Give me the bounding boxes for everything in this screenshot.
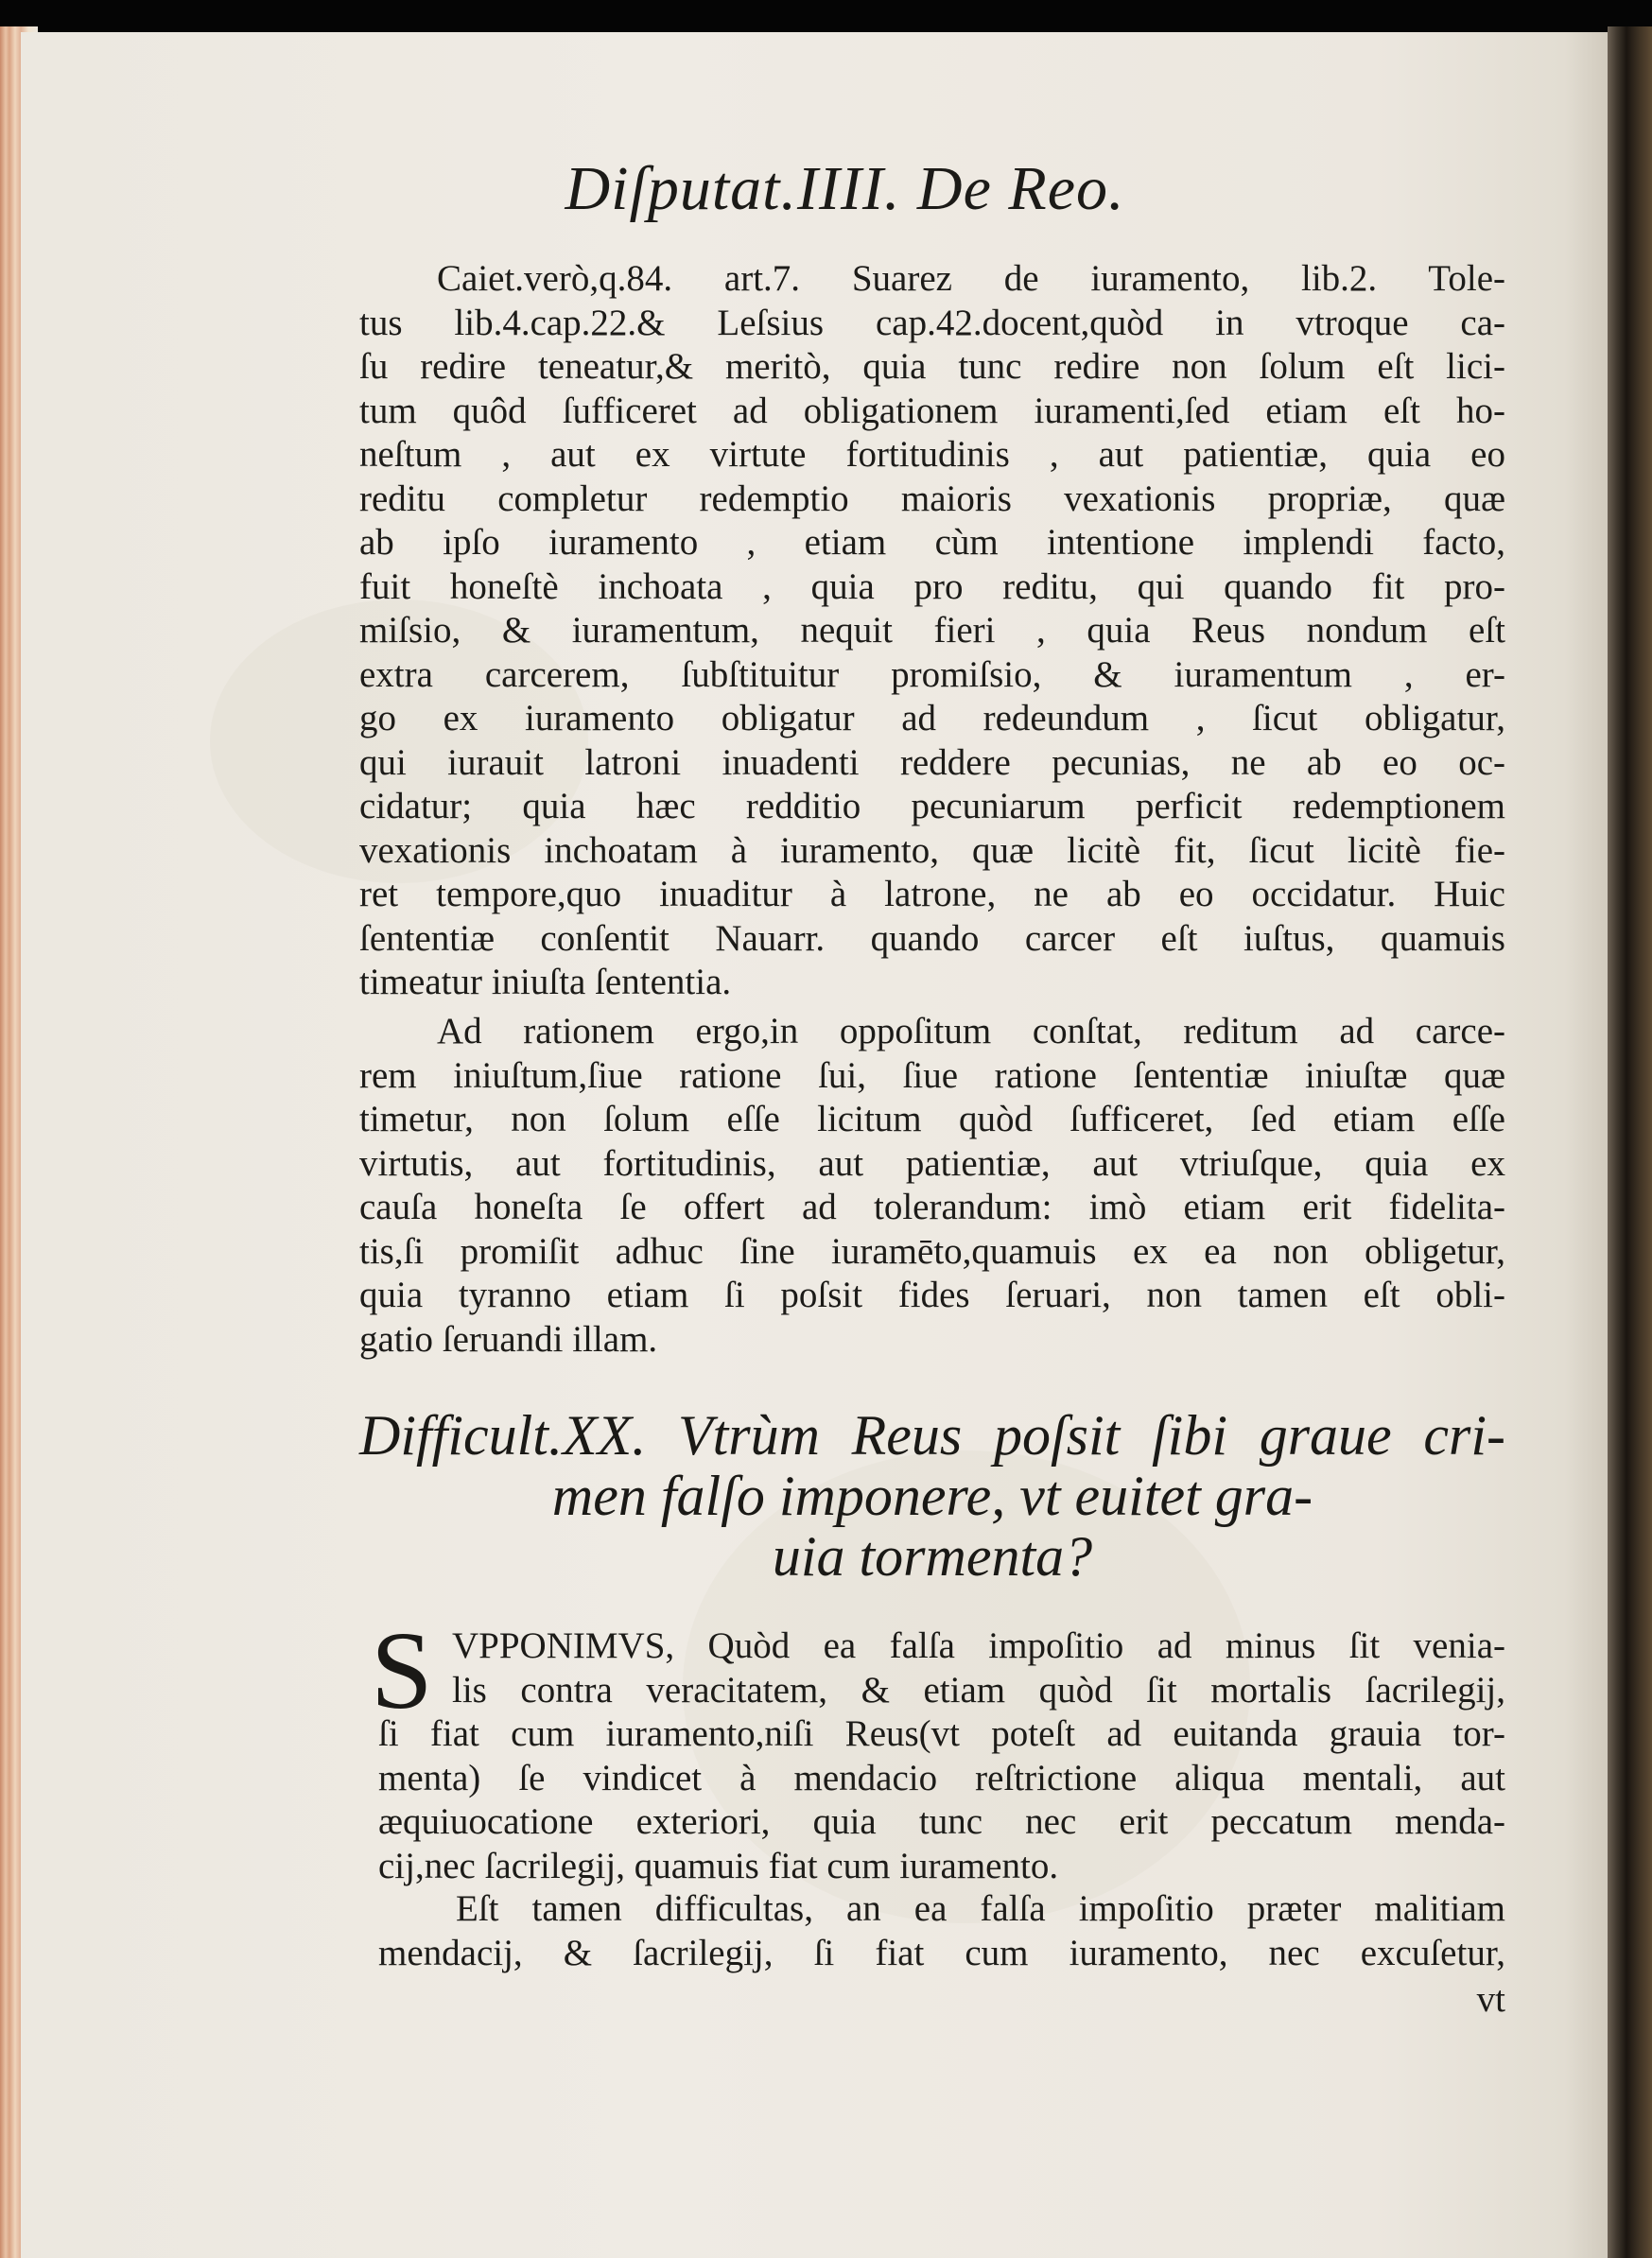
catchword: vt bbox=[1476, 1979, 1505, 2020]
text-line: virtutis, aut fortitudinis, aut patientiæ, aut vtriuſque, quia ex bbox=[359, 1142, 1505, 1184]
text-line: cidatur; quia hæc redditio pecuniarum perficit redemptionem bbox=[359, 786, 1505, 826]
text-line: ret tempore,quo inuaditur à latrone, ne ab eo occidatur. Huic bbox=[359, 874, 1505, 914]
text-line: go ex iuramento obligatur ad redeundum , ſicut obligatur, bbox=[359, 698, 1505, 738]
text-line: gatio ſeruandi illam. bbox=[359, 1318, 658, 1360]
scan-background-top bbox=[0, 0, 1652, 34]
text-line: Eſt tamen difficultas, an ea falſa impoſitio præter malitiam bbox=[456, 1888, 1505, 1929]
heading-line: Difficult.XX. Vtrùm Reus poſsit ſibi graue cri- bbox=[359, 1404, 1505, 1467]
text-line: Ad rationem ergo,in oppoſitum conſtat, reditum ad carce- bbox=[437, 1011, 1505, 1051]
text-line: Caiet.verò,q.84. art.7. Suarez de iuramento, lib.2. Tole- bbox=[437, 258, 1505, 299]
text-line: æquiuocatione exteriori, quia tunc nec erit peccatum menda- bbox=[378, 1801, 1505, 1842]
text-line: quia tyranno etiam ſi poſsit fides ſeruari, non tamen eſt obli- bbox=[359, 1275, 1505, 1315]
heading-line: men falſo imponere, vt euitet gra- bbox=[551, 1465, 1313, 1527]
text-line: cauſa honeſta ſe offert ad tolerandum: imò etiam erit fidelita- bbox=[359, 1187, 1505, 1227]
text-line: tis,ſi promiſit adhuc ſine iuramēto,quamuis ex ea non obligetur, bbox=[359, 1230, 1505, 1272]
text-line: miſsio, & iuramentum, nequit fieri , quia Reus nondum eſt bbox=[359, 610, 1505, 651]
text-line: rem iniuſtum,ſiue ratione ſui, ſiue ratione ſententiæ iniuſtæ quæ bbox=[359, 1054, 1505, 1096]
drop-capital: S bbox=[371, 1608, 433, 1732]
paragraph-4 bbox=[378, 1887, 1505, 1975]
text-line: ſu redire teneatur,& meritò, quia tunc redire non ſolum eſt lici- bbox=[359, 346, 1505, 387]
text-line: ab ipſo iuramento , etiam cùm intentione implendi facto, bbox=[359, 522, 1505, 563]
text-line: vexationis inchoatam à iuramento, quæ licitè fit, ſicut licitè fie- bbox=[359, 829, 1505, 871]
text-line: tum quôd ſufficeret ad obligationem iuramenti,ſed etiam eſt ho- bbox=[359, 390, 1505, 431]
paragraph-2 bbox=[359, 1010, 1505, 1362]
text-line: cij,nec ſacrilegij, quamuis fiat cum iuramento. bbox=[378, 1845, 1059, 1886]
running-header: Diſputat.IIII. De Reo. bbox=[565, 154, 1125, 223]
heading-line: uia tormenta? bbox=[772, 1525, 1093, 1588]
text-line: menta) ſe vindicet à mendacio reſtrictione aliqua mentali, aut bbox=[378, 1757, 1505, 1798]
text-line: neſtum , aut ex virtute fortitudinis , aut patientiæ, quia eo bbox=[359, 434, 1505, 475]
text-line: timeatur iniuſta ſententia. bbox=[359, 962, 732, 1002]
paragraph-1 bbox=[359, 257, 1505, 1005]
section-heading bbox=[359, 1405, 1505, 1587]
text-line: reditu completur redemptio maioris vexationis propriæ, quæ bbox=[359, 478, 1505, 519]
text-line: ſententiæ conſentit Nauarr. quando carcer eſt iuſtus, quamuis bbox=[359, 917, 1505, 959]
text-line: tus lib.4.cap.22.& Leſsius cap.42.docent,quòd in vtroque ca- bbox=[359, 302, 1505, 343]
paragraph-3 bbox=[378, 1624, 1505, 1888]
text-line: lis contra veracitatem, & etiam quòd ſit mortalis ſacrilegij, bbox=[452, 1669, 1505, 1711]
book-spine bbox=[1608, 26, 1652, 2258]
text-line: fuit honeſtè inchoata , quia pro reditu, qui quando fit pro- bbox=[359, 565, 1505, 607]
text-line: extra carcerem, ſubſtituitur promiſsio, & iuramentum , er- bbox=[359, 653, 1505, 695]
text-line: mendacij, & ſacrilegij, ſi fiat cum iuramento, nec excuſetur, bbox=[378, 1932, 1505, 1973]
text-line: qui iurauit latroni inuadenti reddere pecunias, ne ab eo oc- bbox=[359, 741, 1505, 783]
text-line: ſi fiat cum iuramento,niſi Reus(vt poteſt ad euitanda grauia tor- bbox=[378, 1713, 1505, 1754]
text-line: timetur, non ſolum eſſe licitum quòd ſufficeret, ſed etiam eſſe bbox=[359, 1099, 1505, 1139]
text-line: VPPONIMVS, Quòd ea falſa impoſitio ad minus ſit venia- bbox=[452, 1625, 1505, 1666]
